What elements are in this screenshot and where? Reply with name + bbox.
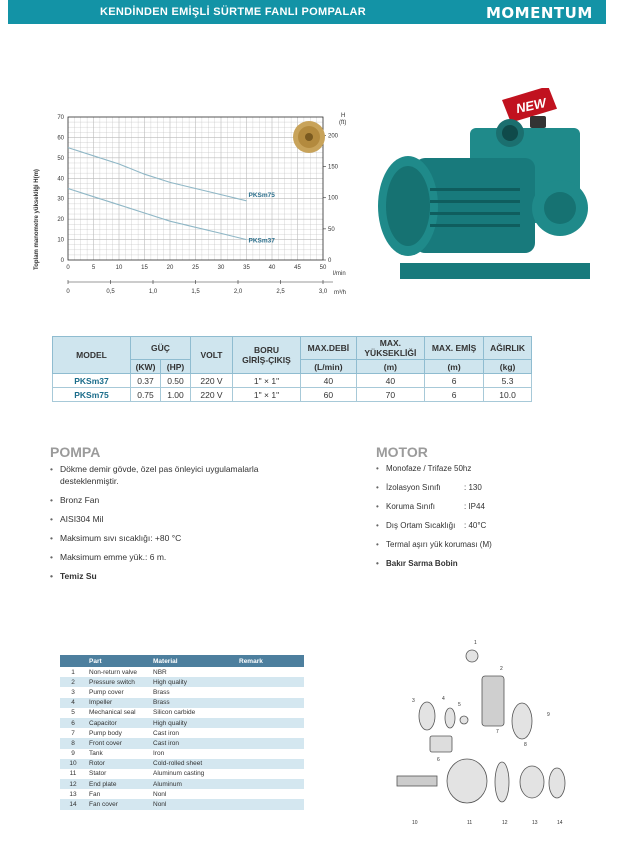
- header: [0, 0, 618, 72]
- list-item: • Monofaze / Trifaze 50hz: [376, 463, 576, 475]
- col-model: MODEL: [53, 337, 131, 374]
- x2-tick-label: 0,5: [106, 289, 115, 295]
- x2-tick-label: 2,5: [276, 289, 285, 295]
- col-weight: AĞIRLIK: [484, 337, 532, 360]
- table-row: 12 End plate Aluminum: [60, 779, 304, 789]
- x-tick-label: 50: [319, 265, 327, 271]
- motor-features: [376, 463, 576, 577]
- x-tick-label: 45: [294, 265, 301, 271]
- col-pipe: BORU GİRİŞ-ÇIKIŞ: [233, 337, 301, 374]
- brand-logo: MOMENTUM: [486, 4, 593, 22]
- right-tick-label: 50: [328, 226, 335, 233]
- table-row: 10 Rotor Cold-rolled sheet: [60, 759, 304, 769]
- x-tick-label: 20: [166, 265, 174, 271]
- x2-tick-label: 0: [66, 289, 70, 295]
- y-tick-label: 60: [57, 135, 64, 142]
- x-tick-label: 35: [243, 265, 250, 271]
- y-tick-label: 10: [57, 237, 64, 244]
- x2-tick-label: 3,0: [318, 289, 328, 295]
- x-tick-label: 5: [91, 265, 96, 271]
- y-tick-label: 50: [57, 155, 64, 162]
- performance-chart-svg: [28, 105, 358, 300]
- callout-label: 14: [557, 820, 563, 826]
- table-row: PKSm75 0.75 1.00 220 V 1" × 1" 60 70 6 10.0: [53, 388, 532, 402]
- callout-label: 6: [437, 757, 440, 763]
- x-unit-m3h: m³/h: [334, 290, 346, 296]
- x2-tick-label: 1,5: [191, 289, 200, 295]
- y-tick-label: 70: [57, 115, 64, 121]
- table-row: 4 Impeller Brass: [60, 698, 304, 708]
- motor-title: MOTOR: [376, 444, 428, 460]
- x-tick-label: 40: [268, 265, 276, 271]
- x-tick-label: 30: [217, 265, 225, 271]
- y-tick-label: 40: [57, 176, 64, 183]
- list-item: • Maksimum emme yük.: 6 m.: [50, 551, 290, 563]
- callout-label: 1: [474, 640, 477, 646]
- callout-label: 2: [500, 666, 503, 672]
- parts-table: Part Material Remark 1 Non-return valve NBR 2 Pressure switch High quality 3 Pump cover Brass 4 Impeller Brass 5 Mechanical seal Silicon carbide 6 Capacitor High quality 7 Pump body Cast iron 8 Front cover Cast iron 9 Tank Iron 10 Rotor Cold-rolled sheet 11 Stator Aluminum casting 12 End plate Aluminum 13 Fan Nonl 14 Fan cover Nonl: [60, 655, 304, 810]
- x-tick-label: 10: [115, 265, 123, 271]
- x2-tick-label: 2,0: [233, 289, 243, 295]
- table-row: PKSm37 0.37 0.50 220 V 1" × 1" 40 40 6 5.3: [53, 374, 532, 388]
- callout-label: 3: [412, 698, 415, 704]
- col-volt: VOLT: [191, 337, 233, 374]
- table-row: 3 Pump cover Brass: [60, 687, 304, 697]
- pump-product-image: [370, 88, 605, 300]
- x2-tick-label: 1,0: [148, 289, 158, 295]
- right-axis-unit-ft: (ft): [339, 120, 347, 126]
- list-item: • Koruma Sınıfı : IP44: [376, 501, 576, 513]
- spec-table: MODEL GÜÇ VOLT BORU GİRİŞ-ÇIKIŞ MAX.DEBİ MAX. YÜKSEKLİĞİ MAX. EMİŞ AĞIRLIK (KW) (HP) (L/min) (m) (m) (kg) PKSm37 0.37 0.50 220 V 1" × 1" 40 40 6 5.3 PKSm75 0.75 1.00 220 V 1" × 1" 60 70 6 10.0: [52, 336, 532, 402]
- table-row: 9 Tank Iron: [60, 749, 304, 759]
- callout-label: 8: [524, 742, 527, 748]
- svg-text:NEW: NEW: [514, 95, 548, 117]
- right-tick-label: 0: [328, 258, 332, 264]
- col-suction: MAX. EMİŞ: [424, 337, 483, 360]
- y-axis-label: Toplam manometre yüksekliği H(m): [34, 169, 40, 270]
- y-tick-label: 0: [60, 258, 64, 264]
- curve-label: PKSm75: [248, 191, 275, 199]
- list-item: • Termal aşırı yük koruması (M): [376, 539, 576, 551]
- list-item: • AISI304 Mil: [50, 513, 290, 525]
- performance-chart: [28, 105, 358, 300]
- curve-label: PKSm37: [248, 237, 275, 245]
- table-row: 6 Capacitor High quality: [60, 718, 304, 728]
- right-tick-label: 100: [328, 195, 339, 202]
- callout-label: 10: [412, 820, 418, 826]
- callout-label: 13: [532, 820, 538, 826]
- list-item: • Maksimum sıvı sıcaklığı: +80 °C: [50, 532, 290, 544]
- x-unit-lmin: l/min: [333, 271, 346, 277]
- right-axis-unit-h: H: [341, 113, 346, 119]
- list-item: • Dış Ortam Sıcaklığı : 40°C: [376, 520, 576, 532]
- table-row: 11 Stator Aluminum casting: [60, 769, 304, 779]
- exploded-view-diagram: [372, 636, 582, 831]
- col-flow: MAX.DEBİ: [301, 337, 357, 360]
- callout-label: 9: [547, 712, 550, 718]
- x-tick-label: 15: [141, 265, 148, 271]
- page-title: KENDİNDEN EMİŞLİ SÜRTME FANLI POMPALAR: [100, 6, 367, 18]
- right-tick-label: 200: [328, 133, 339, 140]
- table-row: 8 Front cover Cast iron: [60, 738, 304, 748]
- callout-label: 11: [467, 820, 473, 826]
- callout-label: 4: [442, 696, 445, 702]
- list-item: • Bronz Fan: [50, 494, 290, 506]
- pompa-features: [50, 463, 290, 589]
- col-head: MAX. YÜKSEKLİĞİ: [356, 337, 424, 360]
- y-tick-label: 30: [57, 196, 64, 203]
- y-tick-label: 20: [57, 217, 64, 224]
- list-item: • Bakır Sarma Bobin: [376, 558, 576, 570]
- callout-label: 7: [496, 729, 499, 735]
- table-row: 5 Mechanical seal Silicon carbide: [60, 708, 304, 718]
- list-item: • Dökme demir gövde, özel pas önleyici uygulamalarla desteklenmiştir.: [50, 463, 290, 487]
- table-row: 13 Fan Nonl: [60, 789, 304, 799]
- new-badge: [501, 88, 558, 123]
- x-tick-label: 25: [192, 265, 199, 271]
- pompa-title: POMPA: [50, 444, 101, 460]
- table-row: 1 Non-return valve NBR: [60, 667, 304, 677]
- table-row: 14 Fan cover Nonl: [60, 799, 304, 809]
- x-tick-label: 0: [66, 265, 70, 271]
- right-tick-label: 150: [328, 164, 339, 171]
- col-power: GÜÇ: [131, 337, 191, 360]
- list-item: • İzolasyon Sınıfı : 130: [376, 482, 576, 494]
- callout-label: 12: [502, 820, 508, 826]
- callout-label: 5: [458, 702, 461, 708]
- impeller-image: [293, 121, 325, 153]
- list-item: • Temiz Su: [50, 570, 290, 582]
- table-row: 7 Pump body Cast iron: [60, 728, 304, 738]
- table-row: 2 Pressure switch High quality: [60, 677, 304, 687]
